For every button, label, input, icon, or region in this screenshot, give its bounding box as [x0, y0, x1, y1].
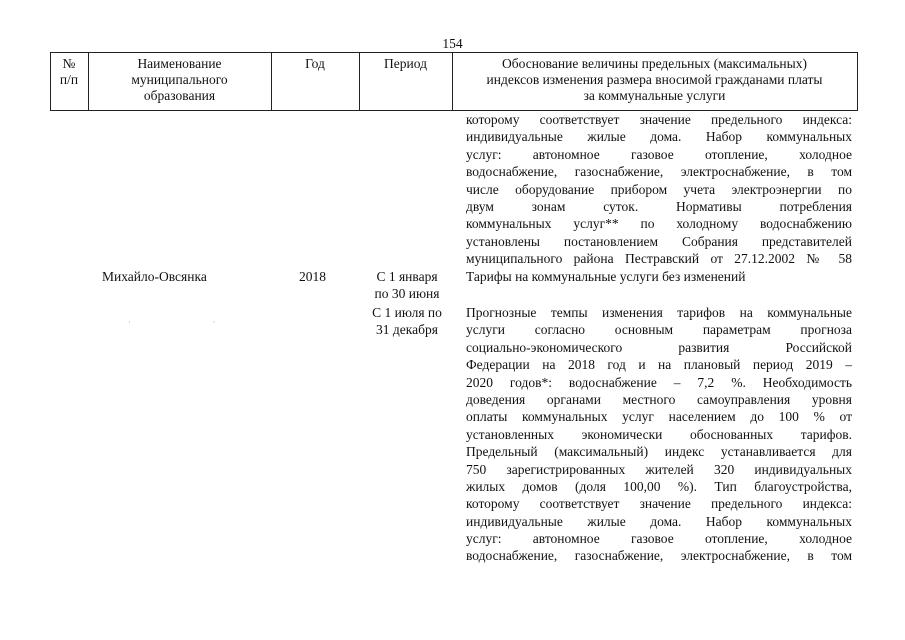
row-basis-2: Прогнозные темпы изменения тарифов на коммунальные услуги согласно основным параметрам прогноза социально-экономического развития Российской Федерации на 2018 год и на плановый период 2019 – 2020 годов*: водоснабжение – 7,2 %. Необходимость доведения органами местного самоуправления уровня оплаты коммунальных услуг населением до 100 % от установленных экономически обоснованных тарифов. Предельный (максимальный) индекс устанавливается для 750 зарегистрированных жителей 320 индивидуальных жилых домов (доля 100,00 %). Тип благоустройства, которому соответствует значение предельного индекса: индивидуальные жилые дома. Набор коммунальных услуг: автономное газовое отопление, холодное водоснабжение, газоснабжение, электроснабжение, в том [466, 305, 852, 564]
header-number: № п/п [59, 56, 79, 87]
row-period-2: С 1 июля по 31 декабря [372, 305, 442, 338]
header-year: Год [305, 56, 325, 71]
continued-basis-text: которому соответствует значение предельного индекса: индивидуальные жилые дома. Набор коммунальных услуг: автономное газовое отопление, холодное водоснабжение, газоснабжение, электроснабжение, в том числе оборудование прибором учета электроэнергии по двум зонам суток. Нормативы потребления коммунальных услуг** по холодному водоснабжению установлены постановлением Собрания представителей муниципального района Пестравский от 27.12.2002 № 58 [466, 112, 852, 267]
page-number: 154 [442, 36, 463, 51]
header-period: Период [384, 56, 427, 71]
table-top-border [50, 52, 858, 53]
row-basis-1: Тарифы на коммунальные услуги без изменений [466, 269, 746, 284]
row-period-1: С 1 января по 30 июня [374, 269, 440, 302]
header-municipality: Наименование муниципального образования [131, 56, 228, 103]
header-basis: Обоснование величины предельных (максимальных) индексов изменения размера вносимой гражданами платы за коммунальные услуги [486, 56, 823, 103]
row-year: 2018 [299, 269, 326, 284]
scan-specks: · · [128, 318, 256, 327]
row-municipality: Михайло-Овсянка [102, 269, 207, 284]
table-border-right [857, 52, 858, 110]
